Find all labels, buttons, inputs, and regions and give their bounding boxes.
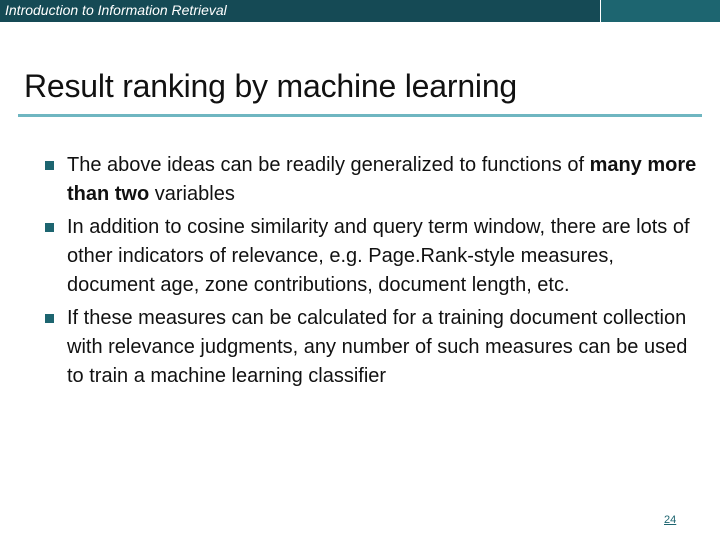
slide-page-number[interactable]: 24	[664, 514, 677, 526]
bullet-text-emphasis: many more than two	[67, 154, 697, 205]
title-divider	[18, 114, 702, 117]
bullet-item	[44, 151, 704, 209]
bullet-text: variables	[149, 183, 235, 205]
bullet-item	[44, 213, 704, 300]
slide-title: Result ranking by machine learning	[24, 68, 518, 104]
square-bullet-icon	[45, 223, 54, 232]
square-bullet-icon	[45, 161, 54, 170]
bullet-text: The above ideas can be readily generalized to functions of	[67, 154, 590, 176]
bullet-text: If these measures can be calculated for a training document collection with relevance judgments, any number of such measures can be used to train a machine learning classifier	[67, 307, 688, 387]
header-accent-block	[601, 0, 720, 22]
header-bar	[0, 0, 600, 22]
bullet-list	[44, 151, 704, 395]
bullet-item	[44, 304, 704, 391]
square-bullet-icon	[45, 314, 54, 323]
bullet-text: In addition to cosine similarity and query term window, there are lots of other indicators of relevance, e.g. Page.Rank-style measures, document age, zone contributions, document length, etc.	[67, 216, 690, 296]
course-title: Introduction to Information Retrieval	[5, 2, 227, 18]
